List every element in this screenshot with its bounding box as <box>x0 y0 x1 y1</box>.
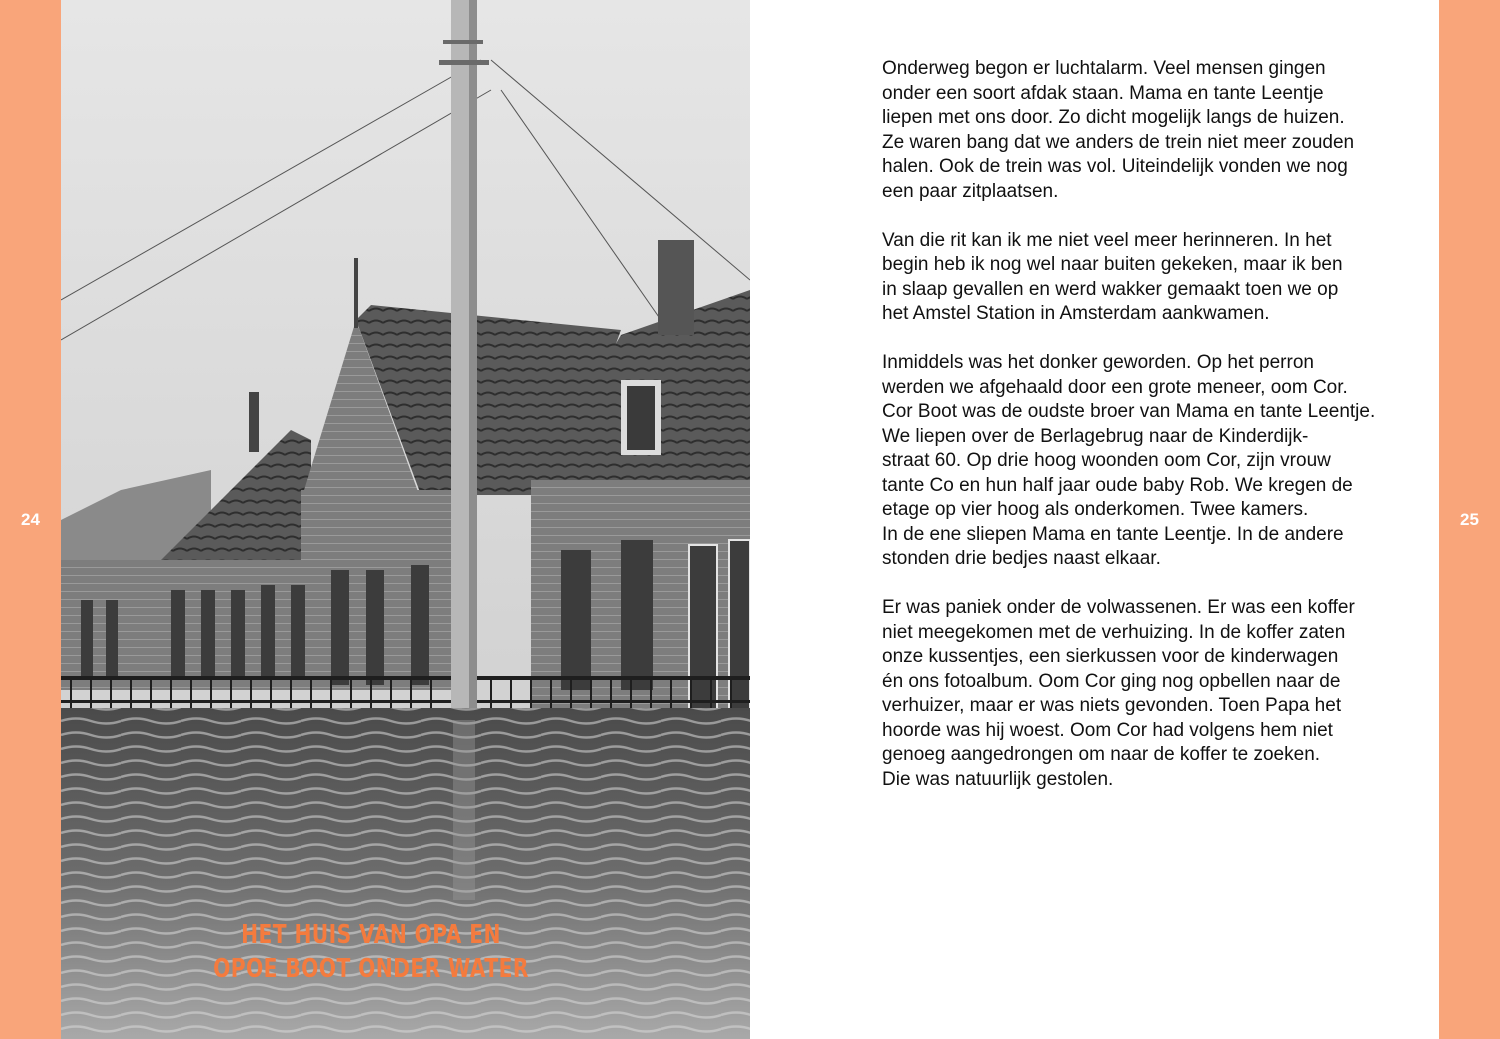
text-line: stonden drie bedjes naast elkaar. <box>882 548 1161 569</box>
caption-line-2: OPOE BOOT ONDER WATER <box>213 954 529 984</box>
text-line: straat 60. Op drie hoog woonden oom Cor, zijn vrouw <box>882 450 1331 471</box>
page-number-left: 24 <box>21 510 40 529</box>
text-line: etage op vier hoog als onderkomen. Twee kamers. <box>882 499 1309 520</box>
text-line: hoorde was hij woest. Oom Cor had volgens hem niet <box>882 719 1333 741</box>
text-line: We liepen over de Berlagebrug naar de Kinderdijk- <box>882 425 1309 447</box>
text-line: Inmiddels was het donker geworden. Op het perron <box>882 352 1314 373</box>
photo-caption <box>129 918 613 986</box>
page-number-right: 25 <box>1460 510 1479 529</box>
text-line: Onderweg begon er luchtalarm. Veel mensen gingen <box>882 58 1326 79</box>
text-line: in slaap gevallen en werd wakker gemaakt toen we op <box>882 278 1339 300</box>
paragraph-2 <box>882 229 1422 327</box>
text-line: niet meegekomen met de verhuizing. In de koffer zaten <box>882 621 1346 643</box>
text-line: Die was natuurlijk gestolen. <box>882 768 1114 790</box>
text-line: werden we afgehaald door een grote meneer, oom Cor. <box>882 376 1348 398</box>
text-line: begin heb ik nog wel naar buiten gekeken, maar ik ben <box>882 254 1343 275</box>
text-line: onder een soort afdak staan. Mama en tante Leentje <box>882 82 1324 104</box>
text-line: Cor Boot was de oudste broer van Mama en tante Leentje. <box>882 401 1376 422</box>
caption-line-1: HET HUIS VAN OPA EN <box>241 920 501 950</box>
text-line: liepen met ons door. Zo dicht mogelijk langs de huizen. <box>882 107 1345 128</box>
text-line: Er was paniek onder de volwassenen. Er was een koffer <box>882 597 1355 618</box>
text-line: tante Co en hun half jaar oude baby Rob. We kregen de <box>882 474 1353 496</box>
paragraph-1 <box>882 57 1422 204</box>
text-line: In de ene sliepen Mama en tante Leentje. In de andere <box>882 523 1344 545</box>
paragraph-3 <box>882 351 1422 572</box>
paragraph-4 <box>882 596 1422 792</box>
text-line: een paar zitplaatsen. <box>882 180 1059 202</box>
text-line: genoeg aangedrongen om naar de koffer te zoeken. <box>882 744 1321 765</box>
text-line: halen. Ook de trein was vol. Uiteindelijk vonden we nog <box>882 156 1348 177</box>
body-text <box>882 57 1422 817</box>
flooded-street-photo <box>61 0 750 1039</box>
text-line: verhuizer, maar er was niets gevonden. Toen Papa het <box>882 695 1342 716</box>
text-line: én ons fotoalbum. Oom Cor ging nog opbellen naar de <box>882 670 1341 692</box>
text-line: Van die rit kan ik me niet veel meer herinneren. In het <box>882 229 1332 251</box>
text-line: onze kussentjes, een sierkussen voor de kinderwagen <box>882 646 1339 667</box>
text-line: Ze waren bang dat we anders de trein niet meer zouden <box>882 131 1355 153</box>
text-line: het Amstel Station in Amsterdam aankwamen. <box>882 303 1270 324</box>
